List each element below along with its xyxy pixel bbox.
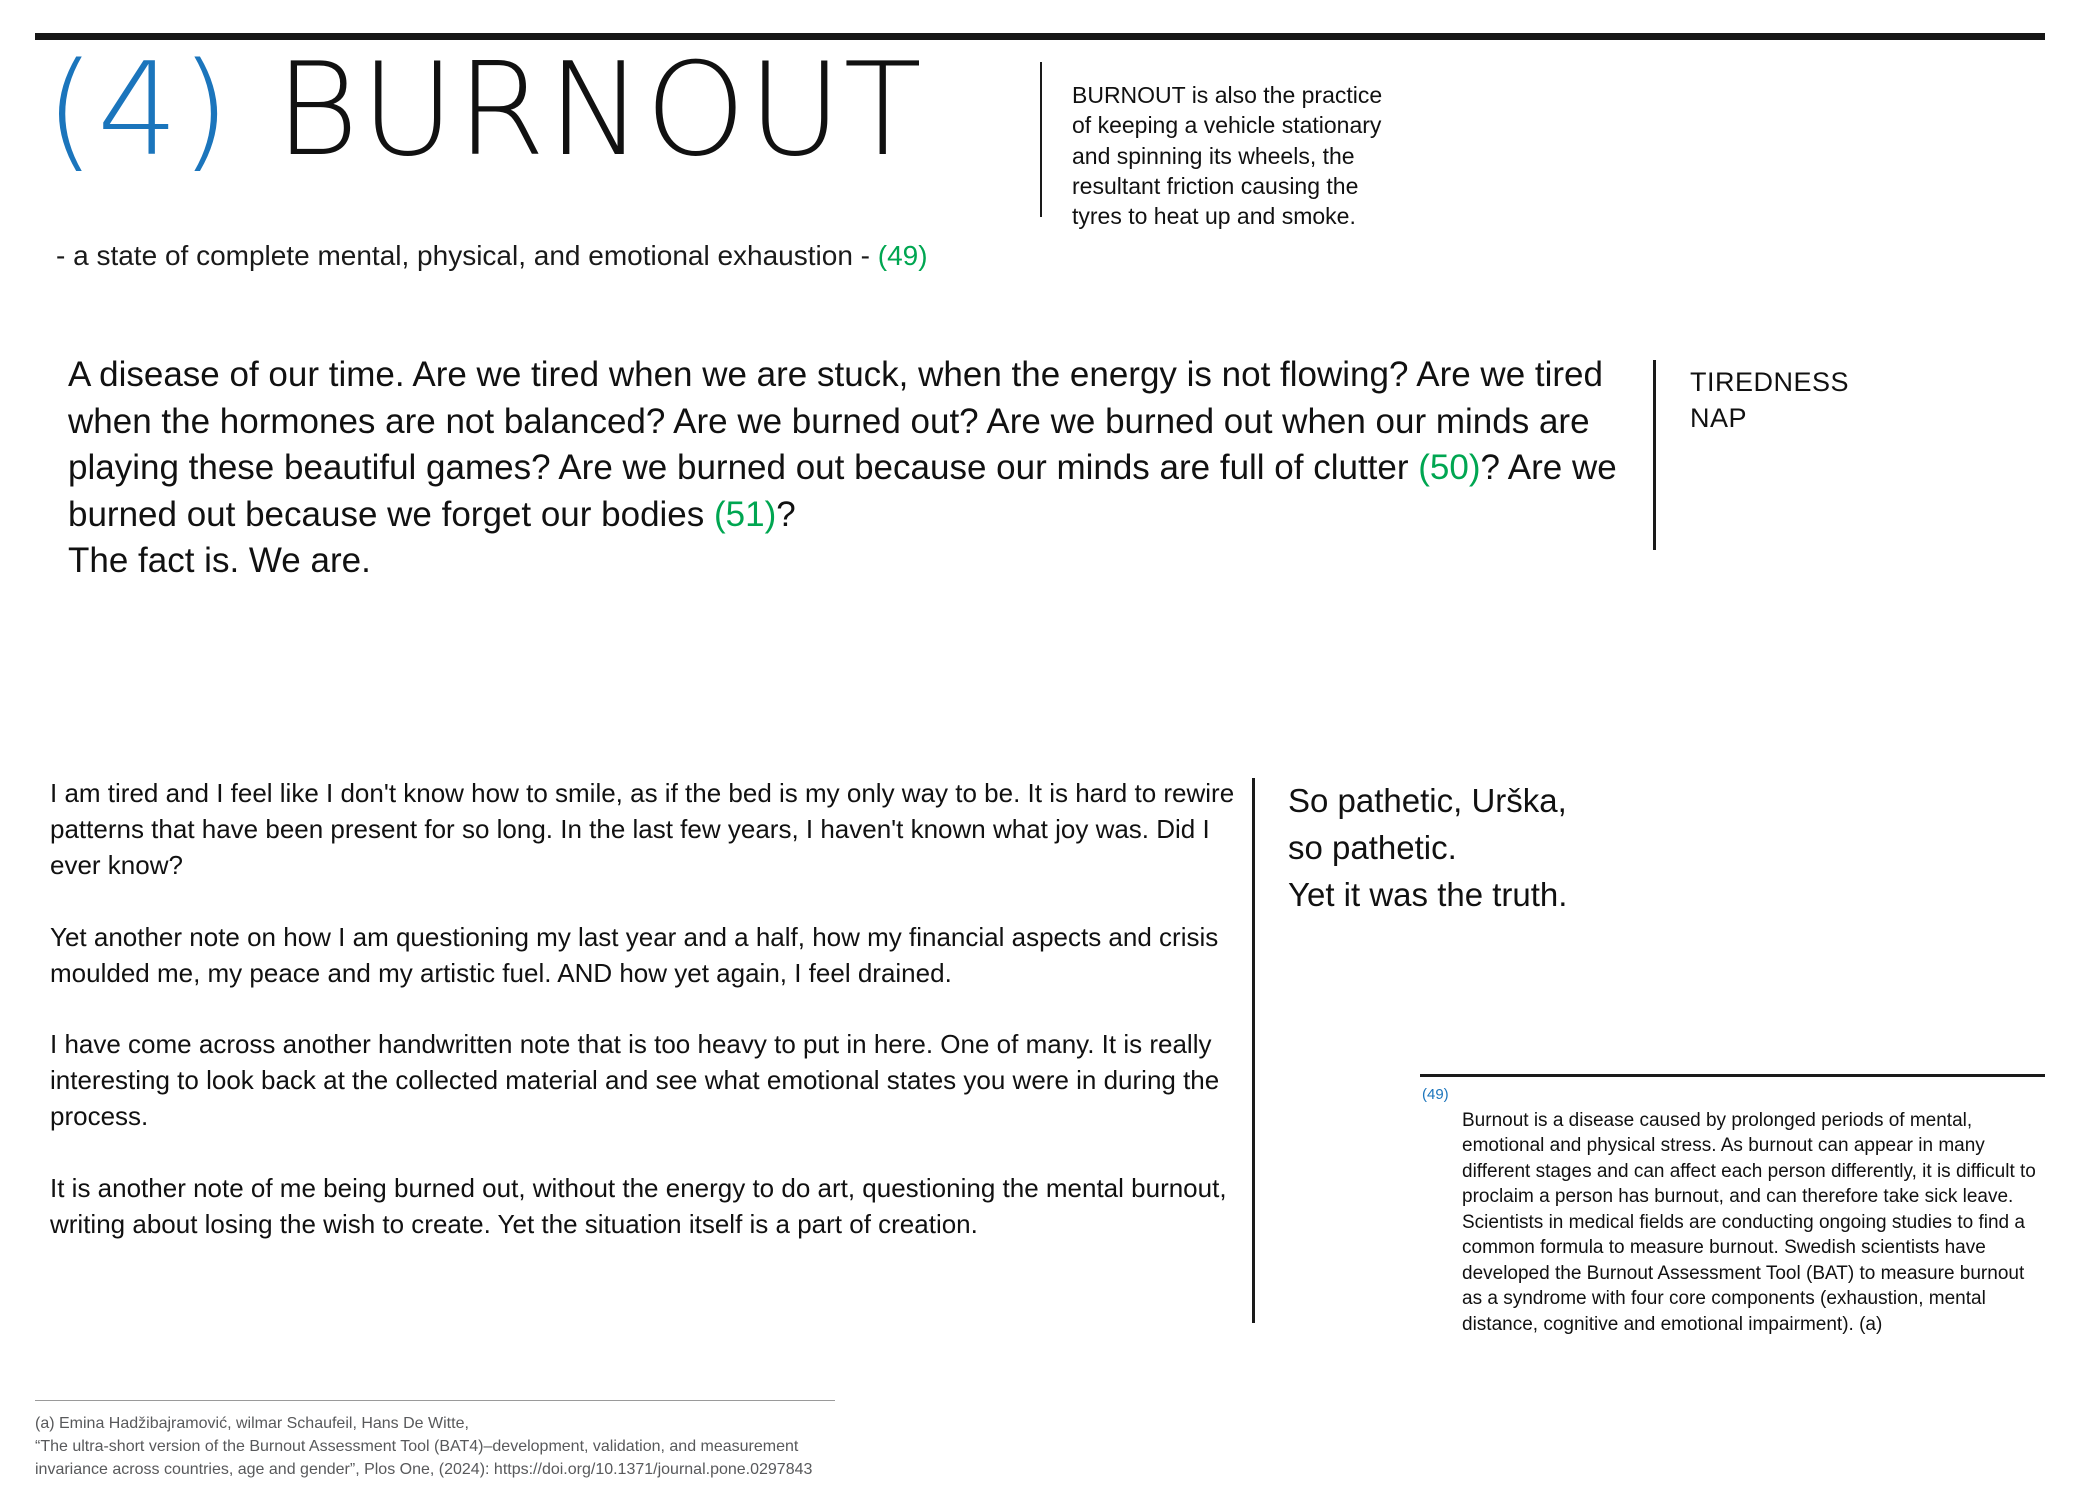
header-divider-line	[1040, 62, 1042, 217]
notes-paragraph: I have come across another handwritten note that is too heavy to put in here. One of many. It is really interesting to look back at the collected material and see what emotional states you were in during the process.	[50, 1029, 1220, 1132]
pull-quote	[1288, 778, 1567, 919]
notes-paragraph: It is another note of me being burned out, without the energy to do art, questioning the mental burnout, writing about losing the wish to create. Yet the situation itself is a part of creation.	[50, 1173, 1227, 1239]
intro-paragraph	[68, 352, 1648, 585]
margin-note-tiredness: TIREDNESS	[1690, 367, 1850, 397]
citation-line: (a) Emina Hadžibajramović, wilmar Schaufeil, Hans De Witte,	[35, 1415, 469, 1432]
footnote-ref-49: (49)	[1422, 1086, 1449, 1103]
side-definition-text: BURNOUT is also the practice of keeping a vehicle stationary and spinning its wheels, the resultant friction causing the tyres to heat up and smoke.	[1072, 82, 1383, 230]
intro-closing: The fact is. We are.	[68, 541, 371, 581]
intro-segment-2: ? Are we burned out because we forget our bodies	[68, 448, 1617, 534]
subtitle-ref-49: (49)	[877, 240, 928, 271]
citation-block	[35, 1412, 812, 1482]
notes-divider-line	[1252, 778, 1255, 1323]
intro-segment-3: ?	[776, 494, 796, 534]
footnote-49-text: Burnout is a disease caused by prolonged periods of mental, emotional and physical stress. As burnout can appear in many different stages and can affect each person differently, it is difficult to proclaim a person has burnout, and can therefore take sick leave. Scientists in medical fields are conducting ongoing studies to find a common formula to measure burnout. Swedish scientists have developed the Burnout Assessment Tool (BAT) to measure burnout as a syndrome with four core components (exhaustion, mental distance, cognitive and emotional impairment). (a)	[1462, 1110, 2036, 1335]
pull-quote-line: so pathetic.	[1288, 828, 1457, 866]
journal-notes	[50, 776, 1240, 1279]
chapter-subtitle-text: - a state of complete mental, physical, and emotional exhaustion -	[56, 240, 878, 271]
notes-paragraph: Yet another note on how I am questioning my last year and a half, how my financial aspects and crisis moulded me, my peace and my artistic fuel. AND how yet again, I feel drained.	[50, 921, 1219, 988]
notes-paragraph: I am tired and I feel like I don't know how to smile, as if the bed is my only way to be. It is hard to rewire patterns that have been present for so long. In the last few years, I haven't known what joy was. Did I ever know?	[50, 778, 1235, 880]
margin-divider-line	[1653, 360, 1656, 550]
footnote-rule	[1420, 1074, 2045, 1077]
intro-segment-1: A disease of our time. Are we tired when we are stuck, when the energy is not flowing? Are we tired when the hormones are not balanced? Are we burned out? Are we burned out when our minds are playing these beautiful games? Are we burned out because our minds are full of clutter	[68, 355, 1603, 488]
ref-51: (51)	[714, 494, 777, 534]
citation-line: “The ultra-short version of the Burnout Assessment Tool (BAT4)–development, validation, and measurement	[35, 1438, 799, 1456]
margin-note	[1690, 364, 1849, 437]
pull-quote-line: Yet it was the truth.	[1288, 875, 1568, 913]
chapter-title-line	[45, 36, 924, 185]
margin-note-nap: NAP	[1690, 403, 1748, 434]
pull-quote-line: So pathetic, Urška,	[1288, 782, 1567, 819]
chapter-subtitle	[56, 240, 928, 272]
citation-line: invariance across countries, age and gender”, Plos One, (2024): https://doi.org/10.1371/journal.pone.0297843	[35, 1461, 813, 1479]
citation-rule	[35, 1400, 835, 1401]
ref-50: (50)	[1418, 448, 1481, 488]
chapter-title: BURNOUT	[232, 36, 924, 185]
chapter-number: (4)	[45, 36, 233, 185]
